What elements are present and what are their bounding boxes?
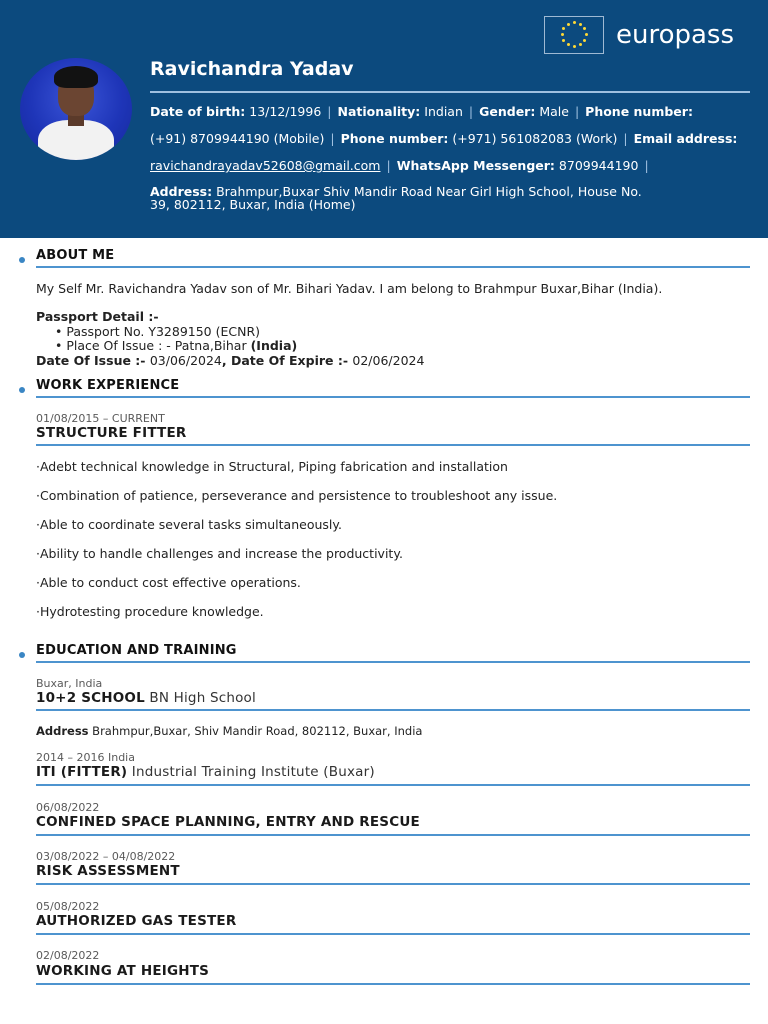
flag-star <box>561 33 564 36</box>
name-divider <box>150 91 750 93</box>
email-label: Email address: <box>633 131 738 146</box>
work-bullet: ·Ability to handle challenges and increase the productivity. <box>36 546 403 561</box>
work-bullet: ·Combination of patience, perseverance and persistence to troubleshoot any issue. <box>36 488 558 503</box>
phone-work: (+971) 561082083 (Work) <box>452 131 618 146</box>
flag-star <box>583 39 586 42</box>
edu-meta: 03/08/2022 – 04/08/2022 <box>36 850 176 863</box>
edu-address: Address Brahmpur,Buxar, Shiv Mandir Road, 802112, Buxar, India <box>36 724 423 738</box>
info-line-1: Date of birth: 13/12/1996 | Nationality: Indian | Gender: Male | Phone number: <box>150 104 693 119</box>
address-value: Brahmpur,Buxar Shiv Mandir Road Near Girl High School, House No. 39, 802112, Buxar, India (Home) <box>150 184 642 212</box>
dob-value: 13/12/1996 <box>249 104 322 119</box>
flag-star <box>562 27 565 30</box>
entry-divider <box>36 784 750 786</box>
eu-flag-icon <box>544 16 604 54</box>
section-bullet <box>19 387 25 393</box>
nationality-value: Indian <box>424 104 463 119</box>
edu-meta: Buxar, India <box>36 677 103 690</box>
work-role: STRUCTURE FITTER <box>36 425 187 441</box>
phone-label: Phone number: <box>585 104 693 119</box>
gender-label: Gender: <box>479 104 536 119</box>
edu-title: AUTHORIZED GAS TESTER <box>36 913 237 929</box>
brand-name: europass <box>616 20 735 50</box>
info-line-3: ravichandrayadav52608@gmail.com | WhatsApp Messenger: 8709944190 | <box>150 158 649 173</box>
flag-star <box>573 21 576 24</box>
whatsapp-label: WhatsApp Messenger: <box>396 158 555 173</box>
flag-star <box>585 33 588 36</box>
flag-star <box>579 23 582 26</box>
education-section-title: EDUCATION AND TRAINING <box>36 643 237 658</box>
work-date: 01/08/2015 – CURRENT <box>36 412 165 425</box>
address-block <box>150 185 650 211</box>
address-label: Address: <box>150 184 213 199</box>
entry-divider <box>36 834 750 836</box>
phone-mobile: (+91) 8709944190 (Mobile) <box>150 131 325 146</box>
phone-work-label: Phone number: <box>340 131 449 146</box>
nationality-label: Nationality: <box>337 104 421 119</box>
work-bullet: ·Adebt technical knowledge in Structural, Piping fabrication and installation <box>36 459 508 474</box>
section-divider <box>36 396 750 398</box>
entry-divider <box>36 933 750 935</box>
cv-header <box>0 0 768 238</box>
entry-divider <box>36 709 750 711</box>
about-intro: My Self Mr. Ravichandra Yadav son of Mr. Bihari Yadav. I am belong to Brahmpur Buxar,Bihar (India). <box>36 281 663 296</box>
avatar <box>20 58 132 160</box>
edu-meta: 2014 – 2016 India <box>36 751 135 764</box>
section-bullet <box>19 257 25 263</box>
dob-label: Date of birth: <box>150 104 246 119</box>
person-name: Ravichandra Yadav <box>150 58 354 80</box>
section-divider <box>36 266 750 268</box>
edu-meta: 02/08/2022 <box>36 949 100 962</box>
passport-dates: Date Of Issue :- 03/06/2024, Date Of Expire :- 02/06/2024 <box>36 353 425 368</box>
edu-meta: 06/08/2022 <box>36 801 100 814</box>
edu-meta: 05/08/2022 <box>36 900 100 913</box>
flag-star <box>567 23 570 26</box>
entry-divider <box>36 444 750 446</box>
passport-heading: Passport Detail :- <box>36 309 159 324</box>
whatsapp-value: 8709944190 <box>558 158 639 173</box>
about-section-title: ABOUT ME <box>36 248 115 263</box>
entry-divider <box>36 883 750 885</box>
section-divider <box>36 661 750 663</box>
work-bullet: ·Hydrotesting procedure knowledge. <box>36 604 264 619</box>
flag-star <box>562 39 565 42</box>
edu-title: 10+2 SCHOOL BN High School <box>36 690 256 706</box>
work-bullet: ·Able to conduct cost effective operations. <box>36 575 301 590</box>
info-line-2: (+91) 8709944190 (Mobile) | Phone number: (+971) 561082083 (Work) | Email address: <box>150 131 738 146</box>
work-bullet: ·Able to coordinate several tasks simultaneously. <box>36 517 342 532</box>
edu-title: WORKING AT HEIGHTS <box>36 963 210 979</box>
passport-number: • Passport No. Y3289150 (ECNR) <box>55 324 261 339</box>
flag-star <box>583 27 586 30</box>
work-section-title: WORK EXPERIENCE <box>36 378 180 393</box>
gender-value: Male <box>539 104 569 119</box>
flag-star <box>579 43 582 46</box>
edu-title: ITI (FITTER) Industrial Training Institute (Buxar) <box>36 764 375 780</box>
flag-star <box>567 43 570 46</box>
entry-divider <box>36 983 750 985</box>
passport-place: • Place Of Issue : - Patna,Bihar (India) <box>55 338 298 353</box>
europass-logo <box>544 16 734 54</box>
edu-title: RISK ASSESSMENT <box>36 863 180 879</box>
flag-star <box>573 45 576 48</box>
email-link[interactable]: ravichandrayadav52608@gmail.com <box>150 158 381 173</box>
section-bullet <box>19 652 25 658</box>
edu-title: CONFINED SPACE PLANNING, ENTRY AND RESCUE <box>36 814 420 830</box>
